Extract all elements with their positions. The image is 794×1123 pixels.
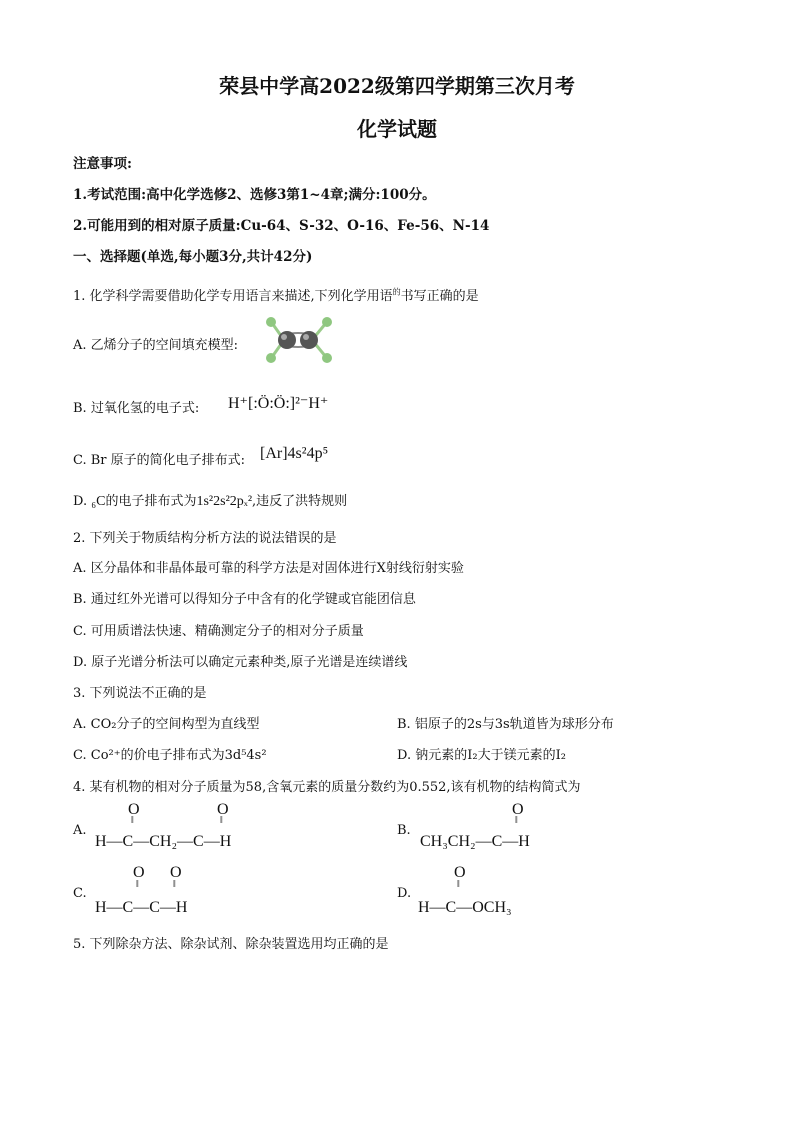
q3-option-c: C. Co²⁺的价电子排布式为3d⁵4s² [73, 748, 267, 763]
q4-d-double-bond: ‖ [457, 879, 460, 890]
q1-option-b: B. 过氧化氢的电子式: [73, 401, 200, 416]
q3-option-d: D. 钠元素的I₂大于镁元素的I₂ [397, 748, 566, 763]
page-title: 荣县中学高2022级第四学期第三次月考 [219, 74, 575, 98]
q3-option-a: A. CO₂分子的空间构型为直线型 [73, 717, 260, 732]
q3-stem: 3. 下列说法不正确的是 [73, 686, 207, 701]
q4-a-oxygen-2: O [217, 801, 229, 818]
q1-option-a: A. 乙烯分子的空间填充模型: [73, 338, 239, 353]
q5-stem: 5. 下列除杂方法、除杂试剂、除杂装置选用均正确的是 [73, 937, 389, 952]
q4-a-oxygen-1: O [128, 801, 140, 818]
q1-d-config: 1s²2s²2pₓ² [196, 494, 253, 509]
q1-stem: 1. 化学科学需要借助化学专用语言来描述,下列化学用语$^的$书写正确的是 [73, 287, 479, 304]
q4-d-oxygen: O [454, 864, 466, 881]
q1-option-c: C. Br 原子的简化电子排布式: [73, 453, 246, 468]
q4-b-label: B. [397, 823, 411, 838]
q4-c-oxygen-1: O [133, 864, 145, 881]
section-heading: 一、选择题(单选,每小题3分,共计42分) [73, 249, 313, 265]
q4-d-label: D. [397, 886, 412, 901]
q3-option-b: B. 铝原子的2s与3s轨道皆为球形分布 [397, 717, 614, 732]
q4-a-double-bond-2: ‖ [220, 815, 223, 826]
ethylene-space-filling-model [262, 314, 340, 366]
q4-b-formula: CH₃CH₂—C—H [420, 833, 530, 850]
q4-c-double-bond-1: ‖ [136, 879, 139, 890]
q4-c-formula: H—C—C—H [95, 899, 188, 916]
q4-b-oxygen: O [512, 801, 524, 818]
q4-c-oxygen-2: O [170, 864, 182, 881]
q2-option-d: D. 原子光谱分析法可以确定元素种类,原子光谱是连续谱线 [73, 655, 408, 670]
q4-a-double-bond-1: ‖ [131, 815, 134, 826]
q4-b-double-bond: ‖ [515, 815, 518, 826]
page-subtitle: 化学试题 [357, 117, 437, 141]
q4-a-formula: H—C—CH₂—C—H [95, 833, 232, 850]
q4-c-label: C. [73, 886, 87, 901]
notes-line-2: 2.可能用到的相对原子质量:Cu-64、S-32、O-16、Fe-56、N-14 [73, 218, 490, 234]
q4-stem: 4. 某有机物的相对分子质量为58,含氧元素的质量分数约为0.552,该有机物的结构简式为 [73, 780, 581, 795]
notes-heading: 注意事项: [73, 156, 132, 172]
q4-d-formula: H—C—OCH₃ [418, 899, 512, 916]
q4-c-double-bond-2: ‖ [173, 879, 176, 890]
q2-option-b: B. 通过红外光谱可以得知分子中含有的化学键或官能团信息 [73, 592, 416, 607]
q1-d-atom: ₆C [91, 494, 106, 509]
q2-option-c: C. 可用质谱法快速、精确测定分子的相对分子质量 [73, 624, 364, 639]
q2-option-a: A. 区分晶体和非晶体最可靠的科学方法是对固体进行X射线衍射实验 [73, 561, 464, 576]
q1-b-formula: H⁺[:Ö:Ö:]²⁻H⁺ [228, 395, 329, 412]
q2-stem: 2. 下列关于物质结构分析方法的说法错误的是 [73, 531, 337, 546]
q1-option-d: D. ₆C的电子排布式为1s²2s²2pₓ²,违反了洪特规则 [73, 494, 348, 509]
q1-c-formula: [Ar]4s²4p⁵ [260, 445, 329, 462]
q4-a-label: A. [73, 823, 87, 838]
notes-line-1: 1.考试范围:高中化学选修2、选修3第1~4章;满分:100分。 [73, 187, 436, 203]
